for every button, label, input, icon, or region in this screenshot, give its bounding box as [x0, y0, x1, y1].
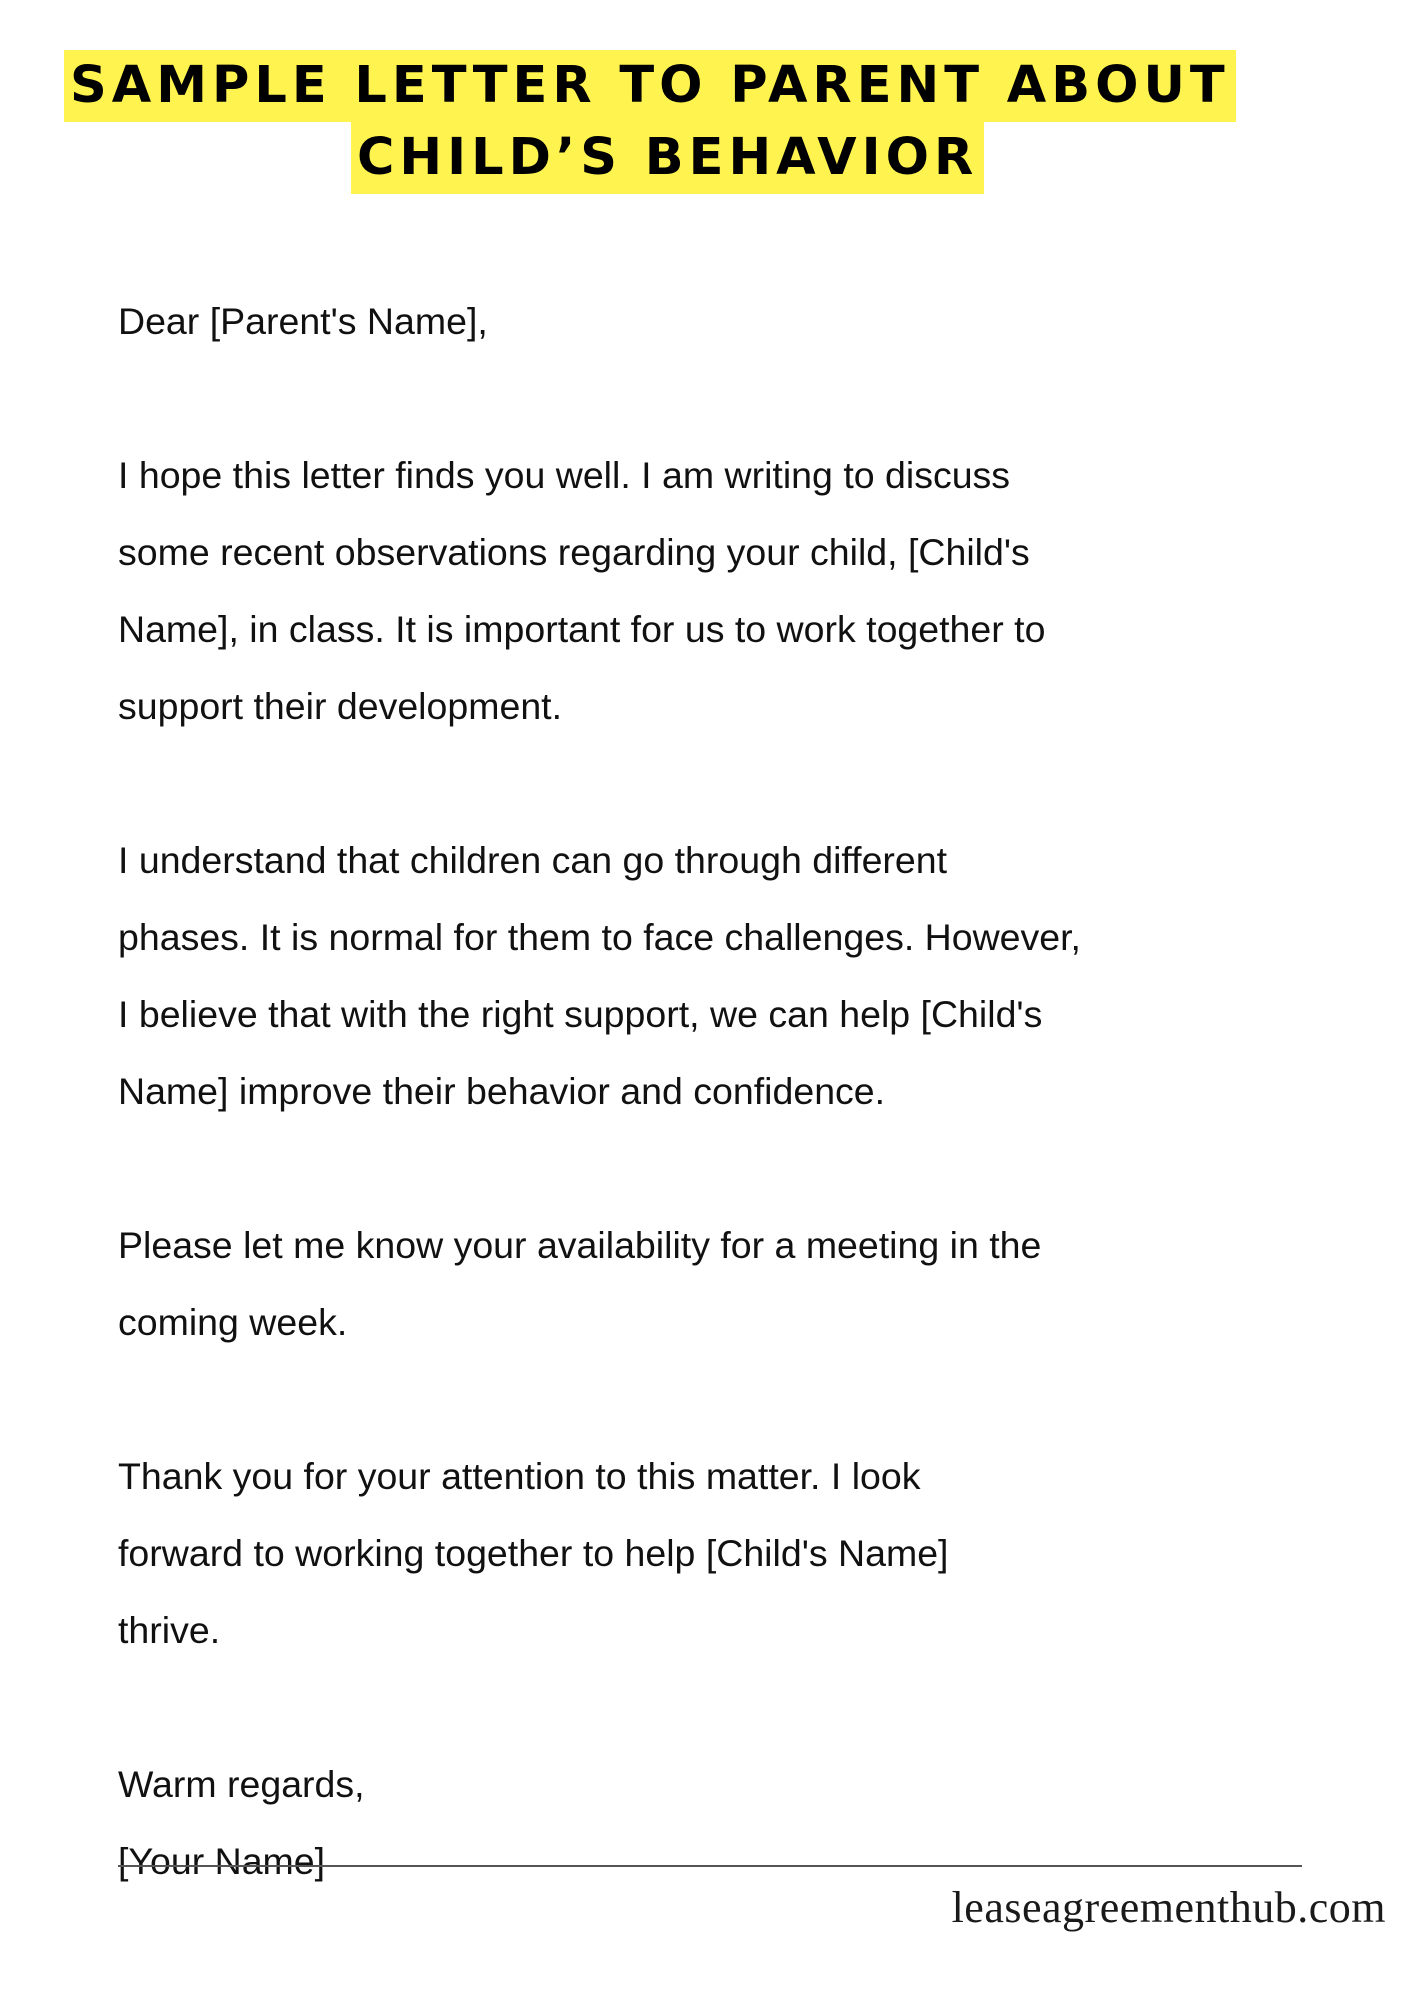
closing: Warm regards,: [118, 1763, 365, 1805]
paragraph-4: Thank you for your attention to this matter. I look forward to working together to help [Child's Name] thrive.: [118, 1455, 949, 1651]
paragraph-2: I understand that children can go through different phases. It is normal for them to face challenges. However, I believe that with the right support, we can help [Child's Name] improve their behavior and confidence.: [118, 839, 1081, 1112]
signature-line: [118, 1865, 1302, 1867]
title-line-1: SAMPLE LETTER TO PARENT ABOUT: [64, 50, 1236, 122]
footer-brand: leaseagreementhub.com: [951, 1883, 1386, 1932]
paragraph-3: Please let me know your availability for a meeting in the coming week.: [118, 1224, 1042, 1343]
letter-body: [118, 283, 1348, 1900]
signature-placeholder: [Your Name]: [118, 1840, 326, 1882]
paragraph-1: I hope this letter finds you well. I am writing to discuss some recent observations regarding your child, [Child's Name], in class. It is important for us to work together to support their development.: [118, 454, 1046, 727]
title-line-2: CHILD’S BEHAVIOR: [351, 122, 984, 194]
salutation: Dear [Parent's Name],: [118, 300, 488, 342]
